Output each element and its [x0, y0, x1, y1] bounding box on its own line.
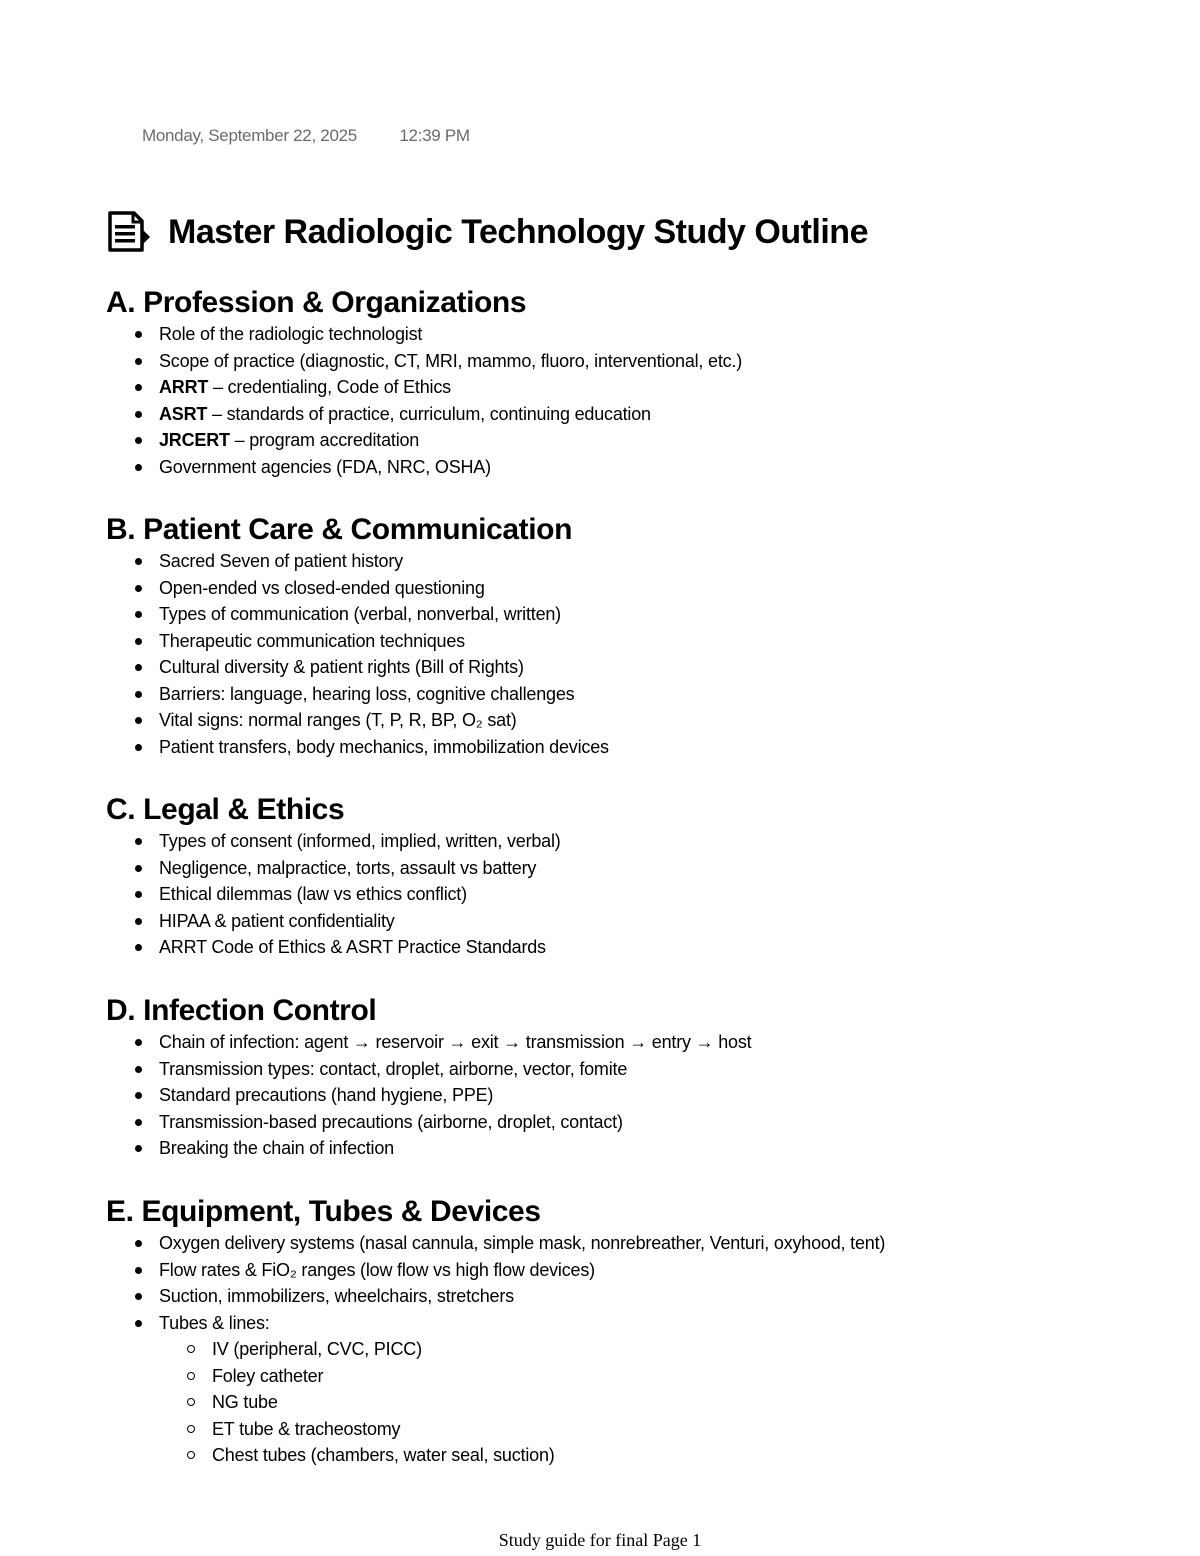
list-item: Negligence, malpractice, torts, assault vs battery [106, 855, 1106, 882]
list-item: Flow rates & FiO₂ ranges (low flow vs high flow devices) [106, 1257, 1106, 1284]
document-icon [106, 210, 152, 254]
list-item: Therapeutic communication techniques [106, 628, 1106, 655]
list-item: JRCERT – program accreditation [106, 427, 1106, 454]
list-item: Standard precautions (hand hygiene, PPE) [106, 1082, 1106, 1109]
list-item: Types of consent (informed, implied, written, verbal) [106, 828, 1106, 855]
list-item: Vital signs: normal ranges (T, P, R, BP, O₂ sat) [106, 707, 1106, 734]
section-legal-ethics [106, 792, 1106, 961]
page-title [106, 206, 868, 258]
page-title-text: Master Radiologic Technology Study Outline [168, 213, 868, 251]
list-item: Cultural diversity & patient rights (Bill of Rights) [106, 654, 1106, 681]
section-heading: E. Equipment, Tubes & Devices [106, 1195, 541, 1228]
bullet-list [106, 828, 1106, 961]
list-item: Government agencies (FDA, NRC, OSHA) [106, 454, 1106, 481]
note-timestamp [142, 126, 470, 146]
sub-list-item: Foley catheter [106, 1363, 1106, 1390]
list-item: Oxygen delivery systems (nasal cannula, simple mask, nonrebreather, Venturi, oxyhood, tent) [106, 1230, 1106, 1257]
section-infection-control [106, 993, 1106, 1162]
list-item: Barriers: language, hearing loss, cognitive challenges [106, 681, 1106, 708]
list-item: Ethical dilemmas (law vs ethics conflict) [106, 881, 1106, 908]
list-item: Role of the radiologic technologist [106, 321, 1106, 348]
section-equipment [106, 1194, 1106, 1469]
section-patient-care [106, 512, 1106, 760]
list-item: Tubes & lines: [106, 1310, 1106, 1337]
list-item: Patient transfers, body mechanics, immobilization devices [106, 734, 1106, 761]
bullet-list [106, 1029, 1106, 1162]
sub-list-item: ET tube & tracheostomy [106, 1416, 1106, 1443]
section-heading: B. Patient Care & Communication [106, 513, 573, 546]
section-heading: C. Legal & Ethics [106, 793, 345, 826]
bullet-list [106, 548, 1106, 760]
list-item: Breaking the chain of infection [106, 1135, 1106, 1162]
list-item: Scope of practice (diagnostic, CT, MRI, mammo, fluoro, interventional, etc.) [106, 348, 1106, 375]
list-item: Transmission types: contact, droplet, airborne, vector, fomite [106, 1056, 1106, 1083]
section-profession [106, 285, 1106, 480]
note-date: Monday, September 22, 2025 [142, 126, 357, 145]
sub-list-item: Chest tubes (chambers, water seal, suction) [106, 1442, 1106, 1469]
list-item: Suction, immobilizers, wheelchairs, stretchers [106, 1283, 1106, 1310]
page-footer: Study guide for final Page 1 [498, 1530, 702, 1550]
section-heading: A. Profession & Organizations [106, 286, 527, 319]
list-item: Chain of infection: agent → reservoir → exit → transmission → entry → host [106, 1029, 1106, 1056]
list-item: ASRT – standards of practice, curriculum, continuing education [106, 401, 1106, 428]
list-item: ARRT Code of Ethics & ASRT Practice Standards [106, 934, 1106, 961]
list-item: Transmission-based precautions (airborne, droplet, contact) [106, 1109, 1106, 1136]
section-heading: D. Infection Control [106, 994, 377, 1027]
list-item: Sacred Seven of patient history [106, 548, 1106, 575]
note-time: 12:39 PM [399, 126, 470, 145]
list-item: HIPAA & patient confidentiality [106, 908, 1106, 935]
list-item: ARRT – credentialing, Code of Ethics [106, 374, 1106, 401]
bullet-list [106, 1230, 1106, 1469]
sub-list-item: NG tube [106, 1389, 1106, 1416]
bullet-list [106, 321, 1106, 480]
list-item: Open-ended vs closed-ended questioning [106, 575, 1106, 602]
sub-list-item: IV (peripheral, CVC, PICC) [106, 1336, 1106, 1363]
list-item: Types of communication (verbal, nonverbal, written) [106, 601, 1106, 628]
